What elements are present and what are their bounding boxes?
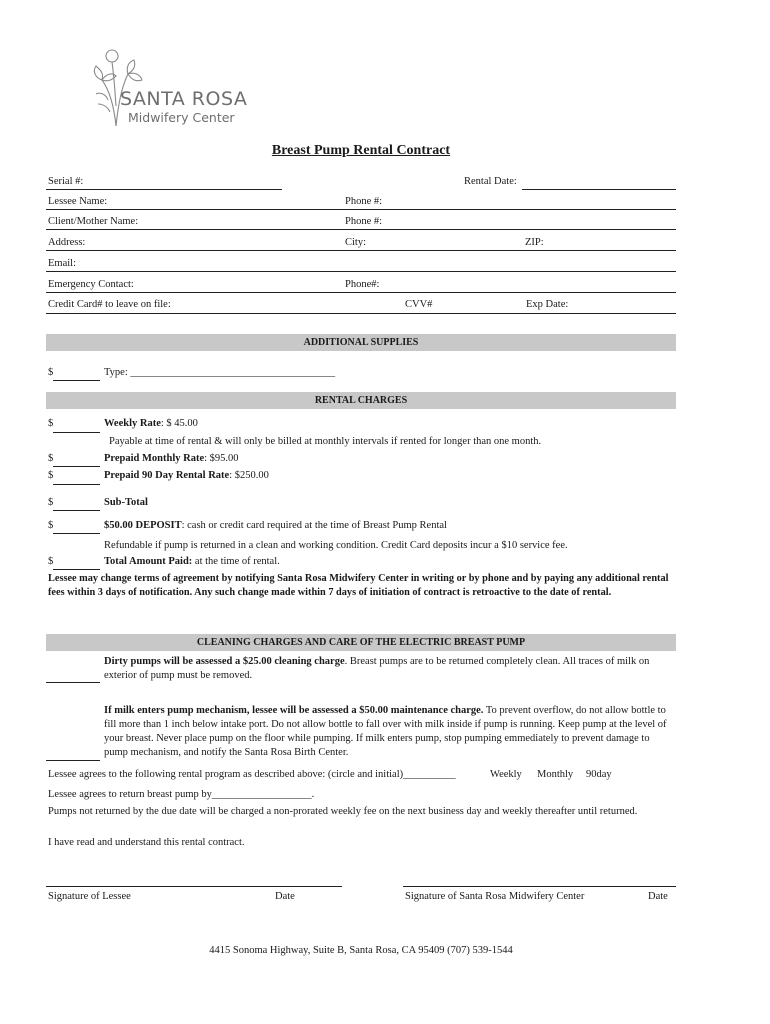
emergency-contact-field[interactable] — [46, 292, 676, 293]
emergency-contact-label: Emergency Contact: — [48, 279, 134, 290]
credit-card-field[interactable] — [46, 313, 676, 314]
serial-field[interactable] — [46, 189, 282, 190]
refund-note: Refundable if pump is returned in a clean and working condition. Credit Card deposits incur a $10 service fee. — [104, 540, 568, 551]
understand-statement: I have read and understand this rental contract. — [48, 837, 245, 848]
lessee-signature-line[interactable] — [46, 886, 342, 887]
supplies-dollar: $ — [48, 367, 54, 378]
total-amount-field[interactable] — [53, 569, 100, 570]
option-90day[interactable]: 90day — [586, 769, 612, 780]
option-weekly[interactable]: Weekly — [490, 769, 522, 780]
phone-label-3: Phone#: — [345, 279, 380, 290]
ninety-day-amount-field[interactable] — [53, 484, 100, 485]
monthly-amount-field[interactable] — [53, 466, 100, 467]
phone-label-2: Phone #: — [345, 216, 383, 227]
center-signature-label: Signature of Santa Rosa Midwifery Center — [405, 891, 585, 902]
center-signature-line[interactable] — [403, 886, 676, 887]
return-by: Lessee agrees to return breast pump by___________________. — [48, 789, 315, 800]
rental-date-label: Rental Date: — [464, 176, 517, 187]
terms-paragraph: Lessee may change terms of agreement by notifying Santa Rosa Midwifery Center in writing or by phone and by paying any additional rental fees within 3 days of notification. Any such change made within 7 days of initiation of contract is retroactive to the date of rental. — [48, 573, 669, 598]
ninety-day-rate: Prepaid 90 Day Rental Rate: $250.00 — [104, 470, 269, 481]
total-paid: Total Amount Paid: at the time of rental. — [104, 556, 280, 567]
email-field[interactable] — [46, 271, 676, 272]
cvv-label: CVV# — [405, 299, 433, 310]
subtotal-dollar: $ — [48, 497, 54, 508]
logo-name: SANTA ROSA — [120, 88, 248, 110]
lessee-date-label: Date — [275, 891, 295, 902]
credit-card-label: Credit Card# to leave on file: — [48, 299, 171, 310]
client-name-field[interactable] — [46, 229, 676, 230]
total-dollar: $ — [48, 556, 54, 567]
page-title: Breast Pump Rental Contract — [271, 143, 451, 158]
deposit-amount-field[interactable] — [53, 533, 100, 534]
mechanism-initial-field[interactable] — [46, 760, 100, 761]
cleaning-charges-header: CLEANING CHARGES AND CARE OF THE ELECTRIC BREAST PUMP — [46, 634, 676, 651]
monthly-dollar: $ — [48, 453, 54, 464]
client-name-label: Client/Mother Name: — [48, 216, 139, 227]
logo — [88, 46, 278, 130]
address-label: Address: — [48, 237, 86, 248]
additional-supplies-header: ADDITIONAL SUPPLIES — [46, 334, 676, 351]
exp-date-label: Exp Date: — [526, 299, 569, 310]
subtotal-amount-field[interactable] — [53, 510, 100, 511]
ninety-day-dollar: $ — [48, 470, 54, 481]
weekly-amount-field[interactable] — [53, 432, 100, 433]
footer-address: 4415 Sonoma Highway, Suite B, Santa Rosa, CA 95409 (707) 539-1544 — [209, 945, 513, 956]
subtotal-label: Sub-Total — [104, 497, 148, 508]
weekly-rate: Weekly Rate: $ 45.00 — [104, 418, 198, 429]
late-fee-paragraph: Pumps not returned by the due date will be charged a non-prorated weekly fee on the next business day and weekly thereafter until returned. — [48, 806, 638, 817]
weekly-note: Payable at time of rental & will only be billed at monthly intervals if rented for longer than one month. — [109, 436, 542, 447]
zip-label: ZIP: — [525, 237, 544, 248]
lessee-name-field[interactable] — [46, 209, 676, 210]
logo-subtitle: Midwifery Center — [128, 110, 235, 125]
dirty-initial-field[interactable] — [46, 682, 100, 683]
center-date-label: Date — [648, 891, 668, 902]
deposit-dollar: $ — [48, 520, 54, 531]
deposit-text: $50.00 DEPOSIT: cash or credit card required at the time of Breast Pump Rental — [104, 520, 447, 531]
program-agreement: Lessee agrees to the following rental program as described above: (circle and initial)__________ — [48, 769, 456, 780]
city-label: City: — [345, 237, 367, 248]
phone-label-1: Phone #: — [345, 196, 383, 207]
option-monthly[interactable]: Monthly — [537, 769, 574, 780]
serial-label: Serial #: — [48, 176, 84, 187]
supplies-type[interactable]: Type: _______________________________________ — [104, 367, 336, 378]
mechanism-paragraph: If milk enters pump mechanism, lessee will be assessed a $50.00 maintenance charge. To prevent overflow, do not allow bottle to fill more than 1 inch below intake port. Do not allow bottle to fall over with milk inside if pump is running. Keep pump at the level of your breast. Never place pump on the floor while pumping. If milk enters pump, stop pumping emmediately to prevent damage to pump mechanism, and notify the Santa Rosa Birth Center. — [104, 705, 667, 758]
email-label: Email: — [48, 258, 76, 269]
address-field[interactable] — [46, 250, 676, 251]
rental-charges-header: RENTAL CHARGES — [46, 392, 676, 409]
lessee-signature-label: Signature of Lessee — [48, 891, 131, 902]
rental-date-field[interactable] — [522, 189, 676, 190]
lessee-name-label: Lessee Name: — [48, 196, 108, 207]
supplies-amount-field[interactable] — [53, 380, 100, 381]
monthly-rate: Prepaid Monthly Rate: $95.00 — [104, 453, 239, 464]
dirty-pump-paragraph: Dirty pumps will be assessed a $25.00 cleaning charge. Breast pumps are to be returned completely clean. All traces of milk on exterior of pump must be removed. — [104, 656, 650, 681]
weekly-dollar: $ — [48, 418, 54, 429]
